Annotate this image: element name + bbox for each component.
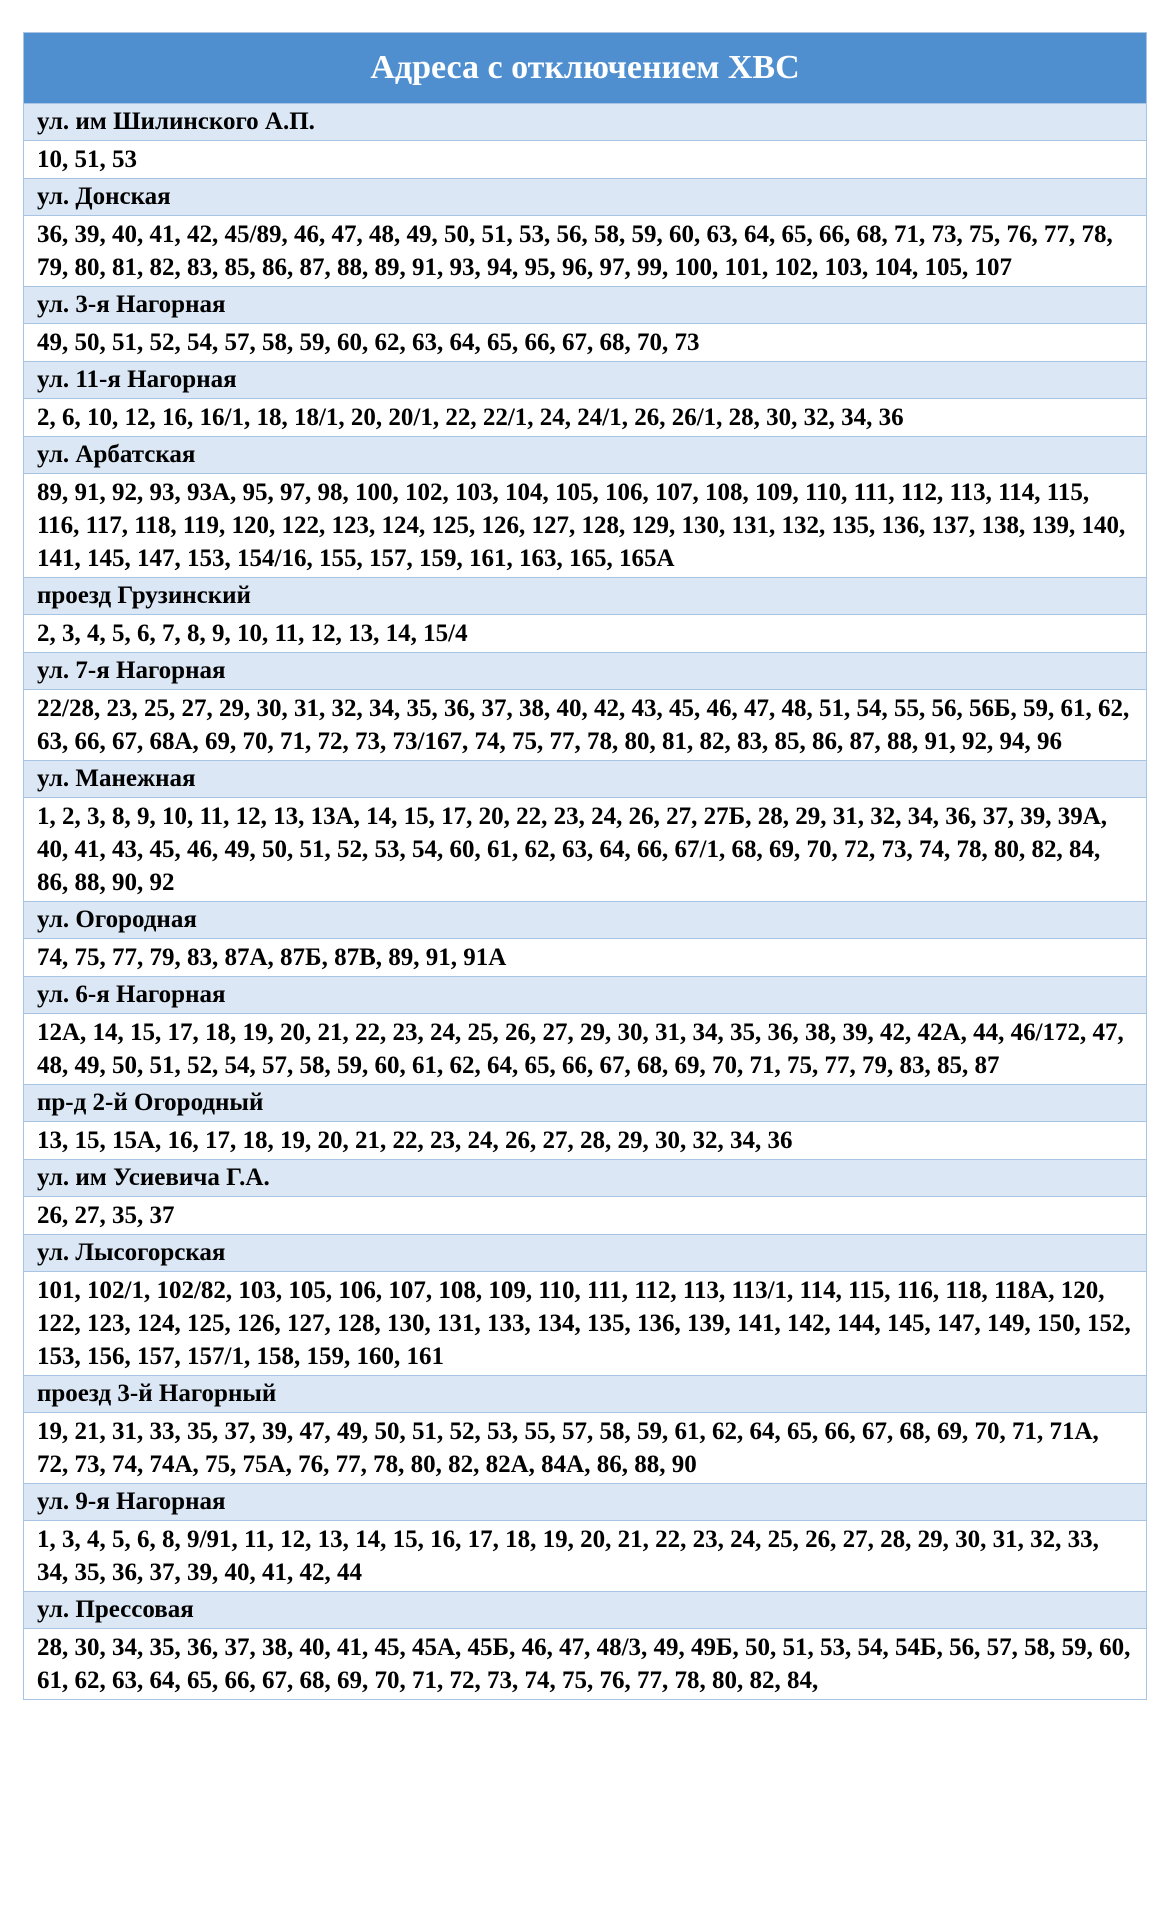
street-row [24, 1484, 1147, 1521]
house-numbers: 13, 15, 15А, 16, 17, 18, 19, 20, 21, 22, 23, 24, 26, 27, 28, 29, 30, 32, 34, 36 [24, 1122, 1147, 1160]
address-row [24, 1272, 1147, 1376]
address-row [24, 1197, 1147, 1235]
street-name: ул. 11-я Нагорная [24, 362, 1147, 399]
address-row [24, 615, 1147, 653]
street-row [24, 1592, 1147, 1629]
title-row [24, 33, 1147, 104]
street-name: ул. Арбатская [24, 437, 1147, 474]
street-row [24, 1085, 1147, 1122]
house-numbers: 26, 27, 35, 37 [24, 1197, 1147, 1235]
street-row [24, 104, 1147, 141]
street-name: ул. 3-я Нагорная [24, 287, 1147, 324]
street-name: ул. им Шилинского А.П. [24, 104, 1147, 141]
address-row [24, 399, 1147, 437]
addresses-table-body [24, 33, 1147, 1700]
street-name: ул. Донская [24, 179, 1147, 216]
address-row [24, 690, 1147, 761]
street-name: проезд 3-й Нагорный [24, 1376, 1147, 1413]
address-row [24, 1122, 1147, 1160]
house-numbers: 2, 3, 4, 5, 6, 7, 8, 9, 10, 11, 12, 13, 14, 15/4 [24, 615, 1147, 653]
address-row [24, 474, 1147, 578]
street-row [24, 1235, 1147, 1272]
house-numbers: 19, 21, 31, 33, 35, 37, 39, 47, 49, 50, 51, 52, 53, 55, 57, 58, 59, 61, 62, 64, 65, 66, 67, 68, 69, 70, 71, 71А, 72, 73, 74, 74А, 75, 75А, 76, 77, 78, 80, 82, 82А, 84А, 86, 88, 90 [24, 1413, 1147, 1484]
street-name: ул. Лысогорская [24, 1235, 1147, 1272]
addresses-table [23, 32, 1147, 1700]
address-row [24, 939, 1147, 977]
house-numbers: 101, 102/1, 102/82, 103, 105, 106, 107, 108, 109, 110, 111, 112, 113, 113/1, 114, 115, 116, 118, 118А, 120, 122, 123, 124, 125, 126, 127, 128, 130, 131, 133, 134, 135, 136, 139, 141, 142, 144, 145, 147, 149, 150, 152, 153, 156, 157, 157/1, 158, 159, 160, 161 [24, 1272, 1147, 1376]
house-numbers: 2, 6, 10, 12, 16, 16/1, 18, 18/1, 20, 20/1, 22, 22/1, 24, 24/1, 26, 26/1, 28, 30, 32, 34, 36 [24, 399, 1147, 437]
street-name: ул. 7-я Нагорная [24, 653, 1147, 690]
address-row [24, 1413, 1147, 1484]
house-numbers: 10, 51, 53 [24, 141, 1147, 179]
street-row [24, 653, 1147, 690]
house-numbers: 89, 91, 92, 93, 93А, 95, 97, 98, 100, 102, 103, 104, 105, 106, 107, 108, 109, 110, 111, 112, 113, 114, 115, 116, 117, 118, 119, 120, 122, 123, 124, 125, 126, 127, 128, 129, 130, 131, 132, 135, 136, 137, 138, 139, 140, 141, 145, 147, 153, 154/16, 155, 157, 159, 161, 163, 165, 165А [24, 474, 1147, 578]
street-name: ул. Прессовая [24, 1592, 1147, 1629]
table-title: Адреса с отключением ХВС [24, 33, 1147, 104]
address-row [24, 1014, 1147, 1085]
street-row [24, 977, 1147, 1014]
address-row [24, 798, 1147, 902]
house-numbers: 1, 2, 3, 8, 9, 10, 11, 12, 13, 13А, 14, 15, 17, 20, 22, 23, 24, 26, 27, 27Б, 28, 29, 31, 32, 34, 36, 37, 39, 39А, 40, 41, 43, 45, 46, 49, 50, 51, 52, 53, 54, 60, 61, 62, 63, 64, 66, 67/1, 68, 69, 70, 72, 73, 74, 78, 80, 82, 84, 86, 88, 90, 92 [24, 798, 1147, 902]
street-name: проезд Грузинский [24, 578, 1147, 615]
street-row [24, 179, 1147, 216]
street-row [24, 437, 1147, 474]
street-row [24, 362, 1147, 399]
address-row [24, 216, 1147, 287]
street-name: пр-д 2-й Огородный [24, 1085, 1147, 1122]
house-numbers: 74, 75, 77, 79, 83, 87А, 87Б, 87В, 89, 91, 91А [24, 939, 1147, 977]
street-name: ул. 9-я Нагорная [24, 1484, 1147, 1521]
street-row [24, 1376, 1147, 1413]
house-numbers: 49, 50, 51, 52, 54, 57, 58, 59, 60, 62, 63, 64, 65, 66, 67, 68, 70, 73 [24, 324, 1147, 362]
house-numbers: 12А, 14, 15, 17, 18, 19, 20, 21, 22, 23, 24, 25, 26, 27, 29, 30, 31, 34, 35, 36, 38, 39, 42, 42А, 44, 46/172, 47, 48, 49, 50, 51, 52, 54, 57, 58, 59, 60, 61, 62, 64, 65, 66, 67, 68, 69, 70, 71, 75, 77, 79, 83, 85, 87 [24, 1014, 1147, 1085]
address-row [24, 141, 1147, 179]
street-row [24, 1160, 1147, 1197]
street-row [24, 578, 1147, 615]
house-numbers: 28, 30, 34, 35, 36, 37, 38, 40, 41, 45, 45А, 45Б, 46, 47, 48/3, 49, 49Б, 50, 51, 53, 54, 54Б, 56, 57, 58, 59, 60, 61, 62, 63, 64, 65, 66, 67, 68, 69, 70, 71, 72, 73, 74, 75, 76, 77, 78, 80, 82, 84, [24, 1629, 1147, 1700]
street-name: ул. им Усиевича Г.А. [24, 1160, 1147, 1197]
address-row [24, 1521, 1147, 1592]
address-row [24, 1629, 1147, 1700]
house-numbers: 36, 39, 40, 41, 42, 45/89, 46, 47, 48, 49, 50, 51, 53, 56, 58, 59, 60, 63, 64, 65, 66, 68, 71, 73, 75, 76, 77, 78, 79, 80, 81, 82, 83, 85, 86, 87, 88, 89, 91, 93, 94, 95, 96, 97, 99, 100, 101, 102, 103, 104, 105, 107 [24, 216, 1147, 287]
street-name: ул. Огородная [24, 902, 1147, 939]
house-numbers: 1, 3, 4, 5, 6, 8, 9/91, 11, 12, 13, 14, 15, 16, 17, 18, 19, 20, 21, 22, 23, 24, 25, 26, 27, 28, 29, 30, 31, 32, 33, 34, 35, 36, 37, 39, 40, 41, 42, 44 [24, 1521, 1147, 1592]
street-row [24, 761, 1147, 798]
house-numbers: 22/28, 23, 25, 27, 29, 30, 31, 32, 34, 35, 36, 37, 38, 40, 42, 43, 45, 46, 47, 48, 51, 54, 55, 56, 56Б, 59, 61, 62, 63, 66, 67, 68А, 69, 70, 71, 72, 73, 73/167, 74, 75, 77, 78, 80, 81, 82, 83, 85, 86, 87, 88, 91, 92, 94, 96 [24, 690, 1147, 761]
street-name: ул. 6-я Нагорная [24, 977, 1147, 1014]
street-row [24, 902, 1147, 939]
street-row [24, 287, 1147, 324]
street-name: ул. Манежная [24, 761, 1147, 798]
address-row [24, 324, 1147, 362]
